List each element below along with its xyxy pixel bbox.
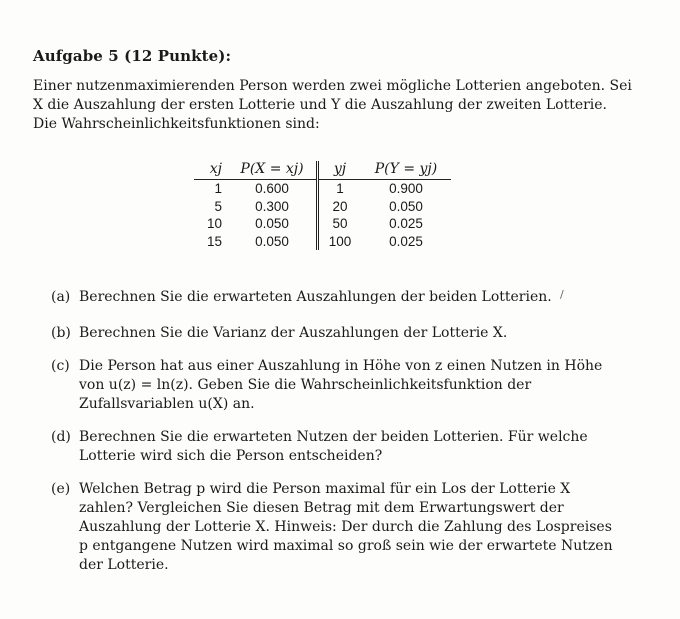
pencil-tick-mark: / xyxy=(560,288,564,301)
cell-x: 10 xyxy=(206,216,222,231)
question-label: (b) xyxy=(51,325,71,341)
question-label: (a) xyxy=(51,289,71,305)
cell-x: 5 xyxy=(214,198,222,214)
cell-y: 100 xyxy=(328,233,352,249)
header-py: P(Y = yj) xyxy=(361,161,451,180)
cell-y: 20 xyxy=(332,198,348,214)
intro-text: Einer nutzenmaximierenden Person werden zwei mögliche Lotterien angeboten. Sei X die Auszahlung der ersten Lotterie und Y die Auszahlung der zweiten Lotterie. Die Wahrscheinlichkeitsfunktionen sind: xyxy=(33,78,632,132)
table-row xyxy=(194,233,451,251)
question-d xyxy=(51,428,621,466)
task-intro xyxy=(33,77,633,134)
table-row xyxy=(194,180,451,198)
question-label: (e) xyxy=(51,481,71,497)
header-xj: xj xyxy=(194,161,228,180)
cell-y: 50 xyxy=(332,216,348,231)
cell-x: 15 xyxy=(206,233,222,249)
question-text: Welchen Betrag p wird die Person maximal für ein Los der Lotterie X zahlen? Vergleichen Sie diesen Betrag mit dem Erwartungswert der Auszahlung der Lotterie X. Hinweis: Der durch die Zahlung des Lospreises p entgangene Nutzen wird maximal so groß sein wie der erwartete Nutzen der Lotterie. xyxy=(79,481,613,573)
question-e xyxy=(51,480,621,575)
cell-px: 0.050 xyxy=(228,215,318,233)
header-yj: yj xyxy=(318,161,362,180)
question-list xyxy=(51,288,621,575)
question-a xyxy=(51,288,621,307)
probability-table xyxy=(194,161,451,250)
header-px: P(X = xj) xyxy=(228,161,318,180)
cell-px: 0.300 xyxy=(228,198,318,216)
cell-py: 0.050 xyxy=(389,198,423,214)
cell-py: 0.900 xyxy=(389,181,423,196)
cell-x: 1 xyxy=(214,181,222,196)
table-header-row xyxy=(194,161,451,180)
table-row xyxy=(194,198,451,216)
question-c xyxy=(51,357,621,414)
question-text: Berechnen Sie die erwarteten Nutzen der beiden Lotterien. Für welche Lotterie wird sich die Person entscheiden? xyxy=(79,429,588,464)
cell-py: 0.025 xyxy=(389,233,423,249)
cell-py: 0.025 xyxy=(389,216,423,231)
question-b xyxy=(51,324,621,343)
cell-px: 0.050 xyxy=(228,233,318,251)
question-text: Die Person hat aus einer Auszahlung in Höhe von z einen Nutzen in Höhe von u(z) = ln(z). Geben Sie die Wahrscheinlichkeitsfunktion der Zufallsvariablen u(X) an. xyxy=(79,358,603,412)
question-text: Berechnen Sie die erwarteten Auszahlungen der beiden Lotterien. xyxy=(79,289,552,305)
question-label: (d) xyxy=(51,429,71,445)
cell-y: 1 xyxy=(336,181,344,196)
question-label: (c) xyxy=(51,358,70,374)
question-text: Berechnen Sie die Varianz der Auszahlungen der Lotterie X. xyxy=(79,325,508,341)
task-title: Aufgabe 5 (12 Punkte): xyxy=(33,47,232,65)
cell-px: 0.600 xyxy=(228,180,318,198)
table-row xyxy=(194,215,451,233)
